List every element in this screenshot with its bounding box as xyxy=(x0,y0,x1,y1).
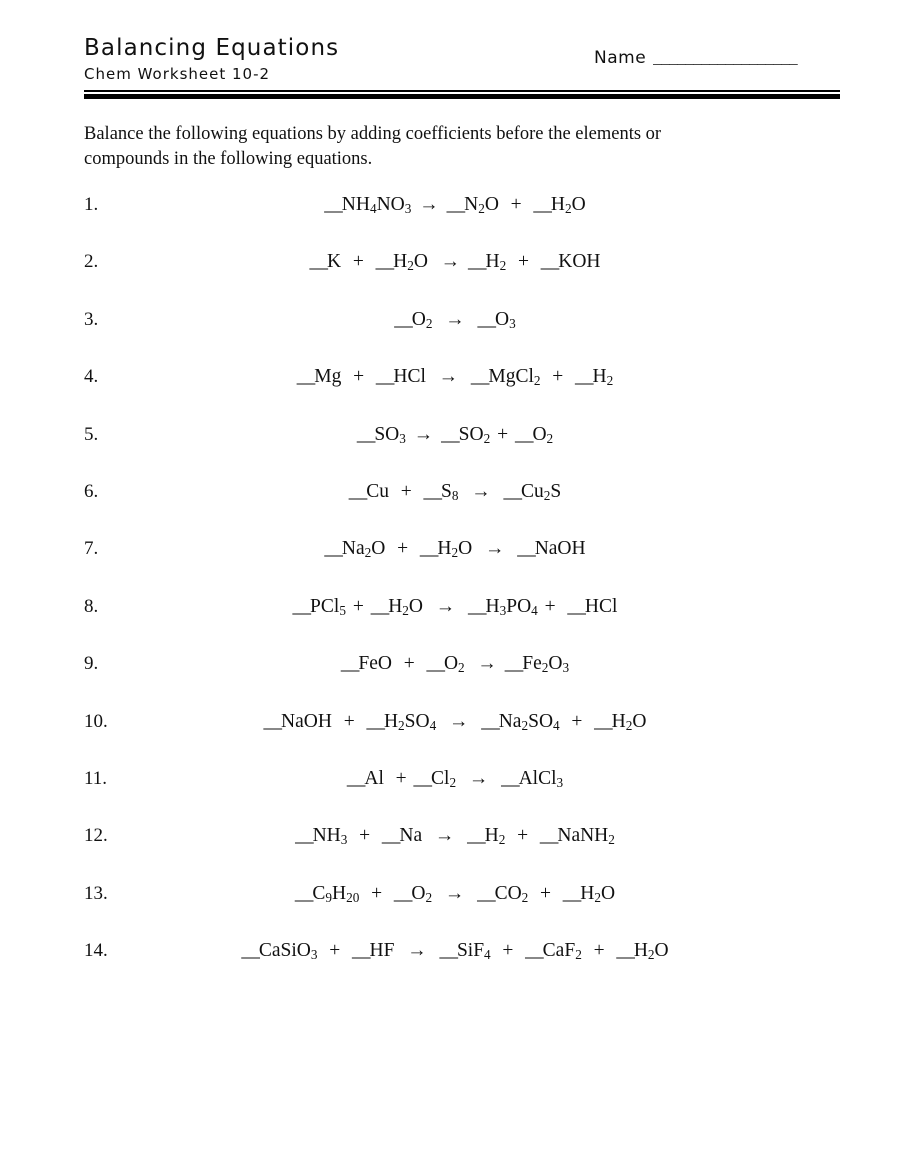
subscript: 3 xyxy=(310,947,318,963)
subscript: 3 xyxy=(404,201,412,217)
page-title: Balancing Equations xyxy=(84,35,340,61)
plus-sign: + xyxy=(352,595,364,617)
reaction-arrow-icon: → xyxy=(438,366,459,388)
coefficient-blank[interactable]: __ xyxy=(356,423,375,445)
coefficient-blank[interactable]: __ xyxy=(441,423,459,445)
subscript: 2 xyxy=(402,602,409,618)
coefficient-blank[interactable]: __ xyxy=(616,940,634,962)
coefficient-blank[interactable]: __ xyxy=(366,710,384,732)
plus-sign: + xyxy=(544,595,556,617)
page-subtitle: Chem Worksheet 10-2 xyxy=(84,65,271,83)
reaction-arrow-icon: → xyxy=(484,538,505,560)
reaction-arrow-icon: → xyxy=(448,710,469,732)
subscript: 2 xyxy=(608,832,615,848)
equation-row xyxy=(0,651,900,708)
equation-number: 8. xyxy=(84,595,99,617)
equation-number: 9. xyxy=(84,653,99,675)
subscript: 4 xyxy=(484,947,491,963)
coefficient-blank[interactable]: __ xyxy=(468,251,486,273)
equation-formula[interactable] xyxy=(0,651,900,677)
name-blank-line[interactable]: __________________ xyxy=(653,48,798,67)
coefficient-blank[interactable]: __ xyxy=(324,538,342,560)
subscript: 2 xyxy=(425,315,433,331)
coefficient-blank[interactable]: __ xyxy=(370,595,389,617)
subscript: 2 xyxy=(625,717,633,733)
equation-formula[interactable] xyxy=(0,881,900,907)
equation-row xyxy=(0,766,900,823)
equation-number: 4. xyxy=(84,366,99,388)
reaction-arrow-icon: → xyxy=(413,423,434,445)
subscript: 5 xyxy=(339,602,346,618)
plus-sign: + xyxy=(397,538,409,560)
coefficient-blank[interactable]: __ xyxy=(241,940,259,962)
reaction-arrow-icon: → xyxy=(477,653,497,675)
coefficient-blank[interactable]: __ xyxy=(419,538,438,560)
coefficient-blank[interactable]: __ xyxy=(426,653,444,675)
equation-number: 2. xyxy=(84,251,99,273)
equation-row xyxy=(0,422,900,479)
subscript: 2 xyxy=(543,488,551,504)
reaction-arrow-icon: → xyxy=(440,251,461,273)
equation-formula-text: $\_\_NH_4NO_3$ → $\_\_N_2O$ + $\_\_H_2O$ xyxy=(324,194,586,217)
equation-formula[interactable] xyxy=(0,766,900,792)
equation-formula[interactable] xyxy=(0,479,900,505)
subscript: 3 xyxy=(340,832,348,848)
equation-formula[interactable] xyxy=(0,709,900,735)
subscript: 2 xyxy=(499,258,507,274)
equation-list xyxy=(0,192,900,995)
equation-formula[interactable] xyxy=(0,938,900,964)
equation-formula-text: __PCl$_5$ + $\_\_H_2O$ → $\_\_H_3PO_4$ + __HCl xyxy=(292,595,618,618)
equation-formula[interactable] xyxy=(0,536,900,562)
plus-sign: + xyxy=(593,940,605,962)
plus-sign: + xyxy=(400,480,412,502)
coefficient-blank[interactable]: __ xyxy=(540,251,559,273)
equation-formula-text: __Al + $\_\_Cl_2$ → __AlCl$_3$ xyxy=(346,767,564,791)
coefficient-blank[interactable]: __ xyxy=(423,480,442,502)
subscript: 3 xyxy=(399,430,406,446)
equation-formula-text: $\_\_Na_2O$ + $\_\_H_2O$ → __NaOH xyxy=(324,538,586,561)
plus-sign: + xyxy=(343,710,355,732)
subscript: 20 xyxy=(346,889,360,905)
coefficient-blank[interactable]: __ xyxy=(346,767,365,789)
coefficient-blank[interactable]: __ xyxy=(394,308,412,330)
coefficient-blank[interactable]: __ xyxy=(296,366,315,388)
equation-formula[interactable] xyxy=(0,422,900,448)
coefficient-blank[interactable]: __ xyxy=(594,710,612,732)
equation-row xyxy=(0,594,900,651)
equation-formula-text: __FeO + $\_\_O_2$ → $\_\_Fe_2O_3$ xyxy=(340,653,570,676)
plus-sign: + xyxy=(552,366,564,388)
coefficient-blank[interactable]: __ xyxy=(503,480,521,502)
equation-formula-text: __NaOH + $\_\_H_2SO_4$ → $\_\_Na_2SO_4$ + $\_\_H_2O$ xyxy=(263,710,647,733)
plus-sign: + xyxy=(352,251,364,273)
coefficient-blank[interactable]: __ xyxy=(501,767,519,789)
subscript: 8 xyxy=(451,488,459,504)
subscript: 2 xyxy=(449,775,457,791)
coefficient-blank[interactable]: __ xyxy=(468,595,486,617)
worksheet-header xyxy=(0,0,900,110)
name-label: Name xyxy=(594,48,647,68)
coefficient-blank[interactable]: __ xyxy=(375,366,394,388)
equation-formula-text: __Cu + $\_\_S_8$ → $\_\_Cu_2S$ xyxy=(348,480,562,504)
equation-number: 7. xyxy=(84,538,99,560)
subscript: 2 xyxy=(398,717,405,733)
subscript: 9 xyxy=(325,889,333,905)
subscript: 3 xyxy=(499,602,507,618)
equation-formula-text: $\_\_NH_3$ + __Na → $\_\_H_2$ + __NaNH$_2$ xyxy=(295,825,615,848)
subscript: 2 xyxy=(364,545,372,561)
subscript: 2 xyxy=(565,201,572,217)
reaction-arrow-icon: → xyxy=(444,882,465,904)
plus-sign: + xyxy=(371,882,383,904)
plus-sign: + xyxy=(510,194,522,215)
coefficient-blank[interactable]: __ xyxy=(348,480,367,502)
equation-row xyxy=(0,192,900,249)
subscript: 2 xyxy=(647,947,655,963)
coefficient-blank[interactable]: __ xyxy=(514,423,533,445)
equation-formula-text: __Mg + __HCl → __MgCl$_2$ + $\_\_H_2$ xyxy=(296,366,614,389)
equation-formula[interactable] xyxy=(0,594,900,620)
equation-row xyxy=(0,307,900,364)
coefficient-blank[interactable]: __ xyxy=(393,882,412,904)
equation-row xyxy=(0,249,900,306)
plus-sign: + xyxy=(403,653,415,675)
coefficient-blank[interactable]: __ xyxy=(525,940,543,962)
instructions-text: Balance the following equations by adding coefficients before the elements or compounds in the following equations. xyxy=(84,124,662,169)
plus-sign: + xyxy=(502,940,514,962)
plus-sign: + xyxy=(571,710,583,732)
reaction-arrow-icon: → xyxy=(445,308,465,330)
equation-formula-text: __CaSiO$_3$ + __HF → __SiF$_4$ + __CaF$_2$ + $\_\_H_2O$ xyxy=(241,940,669,963)
coefficient-blank[interactable]: __ xyxy=(263,710,282,732)
reaction-arrow-icon: → xyxy=(407,940,427,962)
reaction-arrow-icon: → xyxy=(468,767,489,789)
coefficient-blank[interactable]: __ xyxy=(533,194,551,215)
coefficient-blank[interactable]: __ xyxy=(567,595,585,617)
coefficient-blank[interactable]: __ xyxy=(439,940,457,962)
equation-number: 3. xyxy=(84,308,99,330)
header-divider xyxy=(84,90,840,99)
equation-number: 14. xyxy=(84,940,108,962)
equation-formula-text: $\_\_O_2$ → $\_\_O_3$ xyxy=(394,308,516,331)
subscript: 2 xyxy=(478,201,485,217)
subscript: 3 xyxy=(509,315,516,331)
equation-number: 6. xyxy=(84,480,99,502)
coefficient-blank[interactable]: __ xyxy=(446,194,465,215)
coefficient-blank[interactable]: __ xyxy=(381,825,400,847)
equation-formula[interactable] xyxy=(0,823,900,849)
coefficient-blank[interactable]: __ xyxy=(294,882,313,904)
subscript: 2 xyxy=(498,832,506,848)
subscript: 2 xyxy=(541,660,549,676)
plus-sign: + xyxy=(497,423,509,445)
subscript: 3 xyxy=(556,775,564,791)
equation-row xyxy=(0,881,900,938)
equation-number: 11. xyxy=(84,767,108,789)
subscript: 2 xyxy=(521,717,529,733)
plus-sign: + xyxy=(517,825,529,847)
plus-sign: + xyxy=(359,825,371,847)
subscript: 4 xyxy=(531,602,538,618)
coefficient-blank[interactable]: __ xyxy=(375,251,394,273)
subscript: 2 xyxy=(458,660,465,676)
title-block xyxy=(84,34,339,84)
reaction-arrow-icon: → xyxy=(471,480,491,502)
equation-formula[interactable] xyxy=(0,192,900,218)
subscript: 2 xyxy=(483,430,491,446)
plus-sign: + xyxy=(540,882,552,904)
name-field[interactable] xyxy=(594,48,797,68)
equation-number: 5. xyxy=(84,423,99,445)
subscript: 2 xyxy=(546,430,554,446)
equation-number: 10. xyxy=(84,710,108,732)
plus-sign: + xyxy=(329,940,341,962)
coefficient-blank[interactable]: __ xyxy=(413,767,431,789)
subscript: 2 xyxy=(533,373,541,389)
reaction-arrow-icon: → xyxy=(434,825,455,847)
subscript: 2 xyxy=(451,545,459,561)
reaction-arrow-icon: → xyxy=(435,595,456,617)
coefficient-blank[interactable]: __ xyxy=(575,366,593,388)
coefficient-blank[interactable]: __ xyxy=(517,538,535,560)
equation-row xyxy=(0,823,900,880)
coefficient-blank[interactable]: __ xyxy=(504,653,523,675)
equation-row xyxy=(0,536,900,593)
subscript: 2 xyxy=(575,947,582,963)
coefficient-blank[interactable]: __ xyxy=(477,882,495,904)
subscript: 2 xyxy=(407,258,414,274)
equation-formula[interactable] xyxy=(0,307,900,333)
plus-sign: + xyxy=(518,251,529,273)
divider-thick-line xyxy=(84,94,840,99)
equation-row xyxy=(0,709,900,766)
equation-formula[interactable] xyxy=(0,364,900,390)
subscript: 2 xyxy=(521,889,529,905)
equation-number: 13. xyxy=(84,882,108,904)
equation-row xyxy=(0,479,900,536)
subscript: 2 xyxy=(594,889,602,905)
coefficient-blank[interactable]: __ xyxy=(309,251,327,273)
coefficient-blank[interactable]: __ xyxy=(324,194,342,215)
coefficient-blank[interactable]: __ xyxy=(481,710,499,732)
coefficient-blank[interactable]: __ xyxy=(539,825,558,847)
coefficient-blank[interactable]: __ xyxy=(477,308,495,330)
plus-sign: + xyxy=(395,767,407,789)
coefficient-blank[interactable]: __ xyxy=(467,825,485,847)
subscript: 2 xyxy=(425,889,433,905)
equation-formula[interactable] xyxy=(0,249,900,275)
subscript: 4 xyxy=(553,717,560,733)
plus-sign: + xyxy=(353,366,365,388)
equation-number: 1. xyxy=(84,194,99,215)
subscript: 3 xyxy=(562,660,570,676)
coefficient-blank[interactable]: __ xyxy=(340,653,359,675)
coefficient-blank[interactable]: __ xyxy=(562,882,581,904)
subscript: 4 xyxy=(429,717,437,733)
equation-formula-text: __K + $\_\_H_2O$ → $\_\_H_2$ + __KOH xyxy=(309,251,601,274)
subscript: 2 xyxy=(606,373,614,389)
equation-row xyxy=(0,364,900,421)
equation-number: 12. xyxy=(84,825,108,847)
coefficient-blank[interactable]: __ xyxy=(352,940,370,962)
subscript: 4 xyxy=(369,201,377,217)
equation-formula-text: $\_\_SO_3$ → $\_\_SO_2$ + $\_\_O_2$ xyxy=(356,423,554,446)
reaction-arrow-icon: → xyxy=(419,194,439,215)
coefficient-blank[interactable]: __ xyxy=(292,595,311,617)
coefficient-blank[interactable]: __ xyxy=(295,825,313,847)
coefficient-blank[interactable]: __ xyxy=(470,366,489,388)
equation-row xyxy=(0,938,900,995)
equation-formula-text: $\_\_C_9H_{20}$ + $\_\_O_2$ → $\_\_CO_2$ + $\_\_H_2O$ xyxy=(294,882,616,905)
